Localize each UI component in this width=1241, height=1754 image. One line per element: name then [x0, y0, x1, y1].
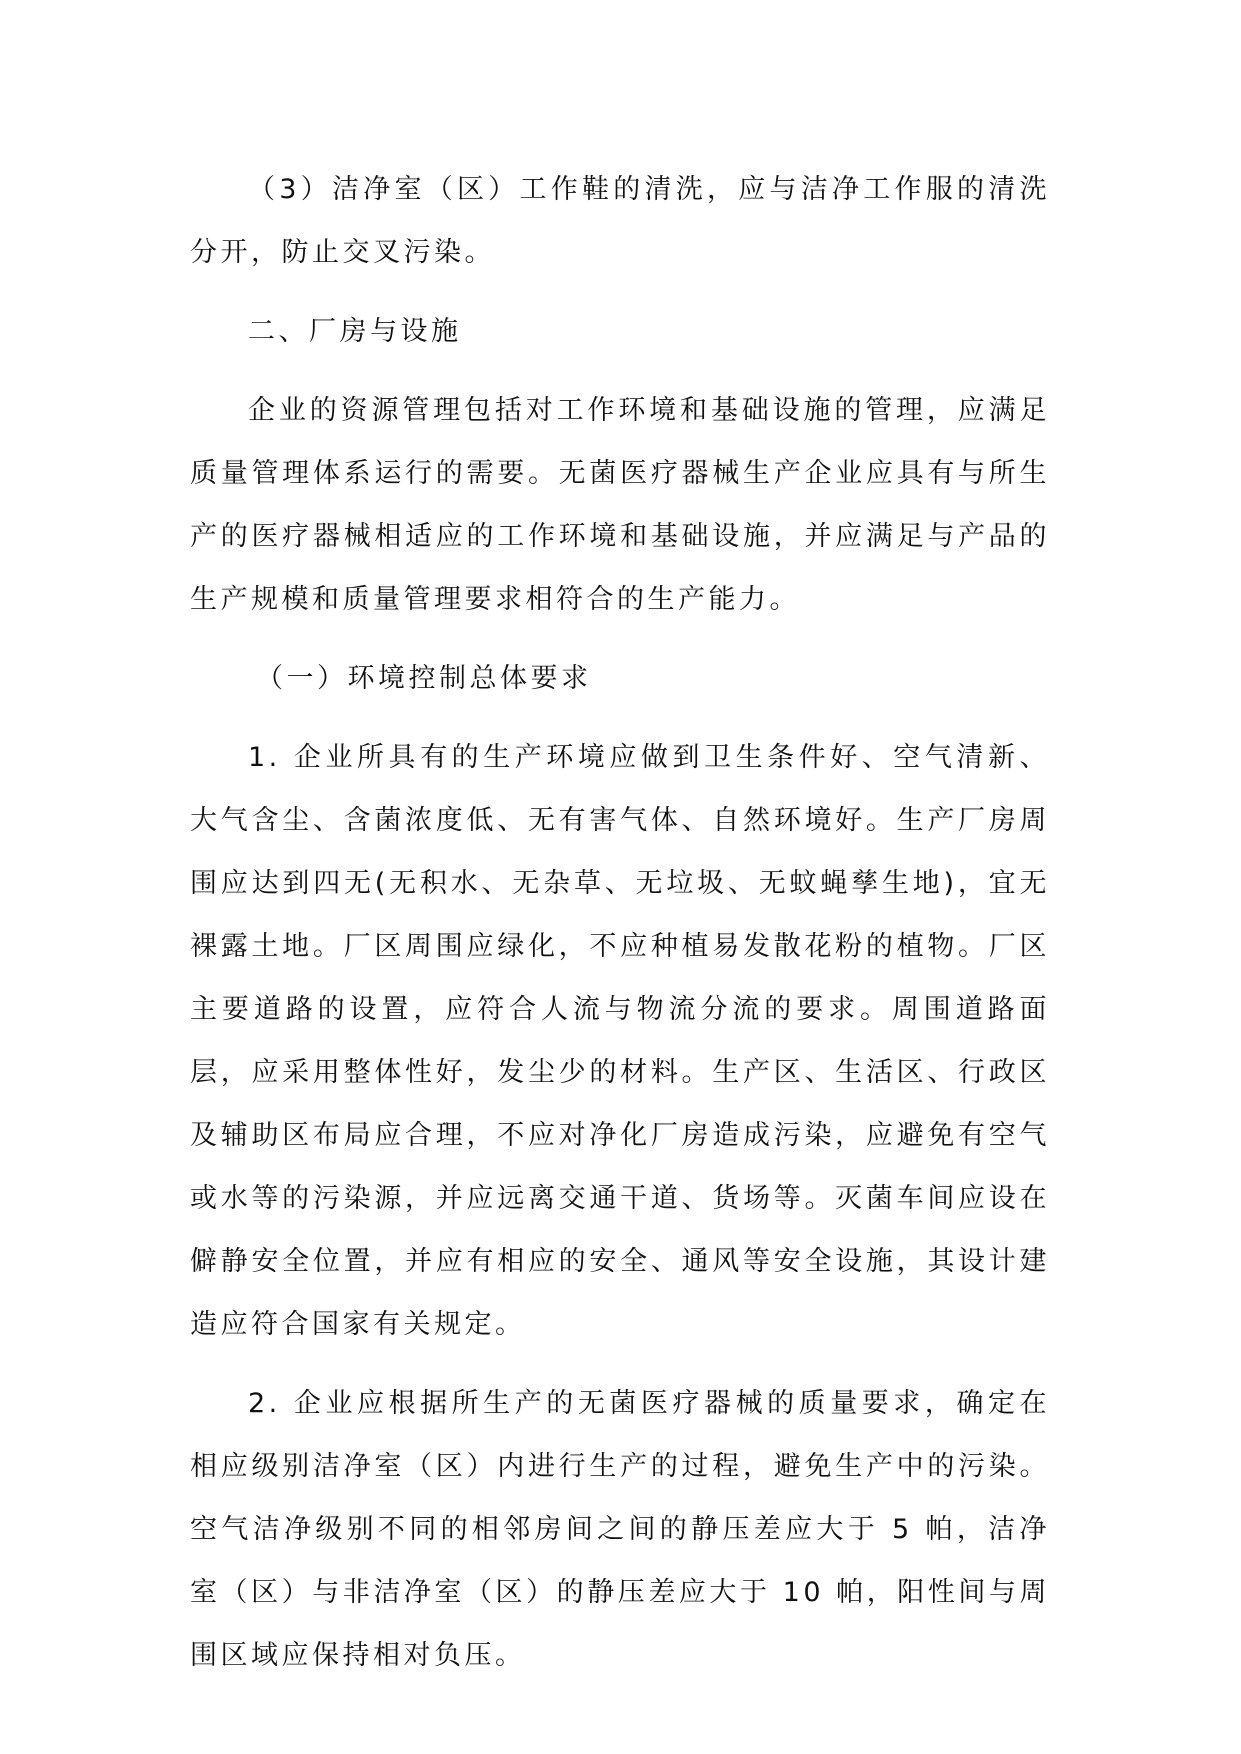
paragraph-gap — [190, 284, 1050, 300]
paragraph-gap — [190, 710, 1050, 726]
paragraph-item-1: 1. 企业所具有的生产环境应做到卫生条件好、空气清新、大气含尘、含菌浓度低、无有害气体、自然环境好。生产厂房周围应达到四无(无积水、无杂草、无垃圾、无蚊蝇孳生地)，宜无裸露土地。厂区周围应绿化，不应种植易发散花粉的植物。厂区主要道路的设置，应符合人流与物流分流的要求。周围道路面层，应采用整体性好，发尘少的材料。生产区、生活区、行政区及辅助区布局应合理，不应对净化厂房造成污染，应避免有空气或水等的污染源，并应远离交通干道、货场等。灭菌车间应设在僻静安全位置，并应有相应的安全、通风等安全设施，其设计建造应符合国家有关规定。 — [190, 742, 1050, 1340]
paragraph-item-2: 2. 企业应根据所生产的无菌医疗器械的质量要求，确定在相应级别洁净室（区）内进行生产的过程，避免生产中的污染。空气洁净级别不同的相邻房间之间的静压差应大于 5 帕，洁净室（区）与非洁净室（区）的静压差应大于 10 帕，阳性间与周围区域应保持相对负压。 — [190, 1388, 1050, 1671]
paragraph-gap — [190, 631, 1050, 647]
paragraph-gap — [190, 363, 1050, 379]
paragraph-shoe-cleaning: （3）洁净室（区）工作鞋的清洗，应与洁净工作服的清洗分开，防止交叉污染。 — [190, 174, 1050, 268]
document-body — [190, 158, 1050, 1687]
paragraph-gap — [190, 1356, 1050, 1372]
subsection-heading-environment: （一）环境控制总体要求 — [256, 663, 592, 694]
section-heading-facilities: 二、厂房与设施 — [248, 316, 462, 347]
paragraph-resource-management: 企业的资源管理包括对工作环境和基础设施的管理，应满足质量管理体系运行的需要。无菌医疗器械生产企业应具有与所生产的医疗器械相适应的工作环境和基础设施，并应满足与产品的生产规模和质量管理要求相符合的生产能力。 — [190, 395, 1050, 615]
